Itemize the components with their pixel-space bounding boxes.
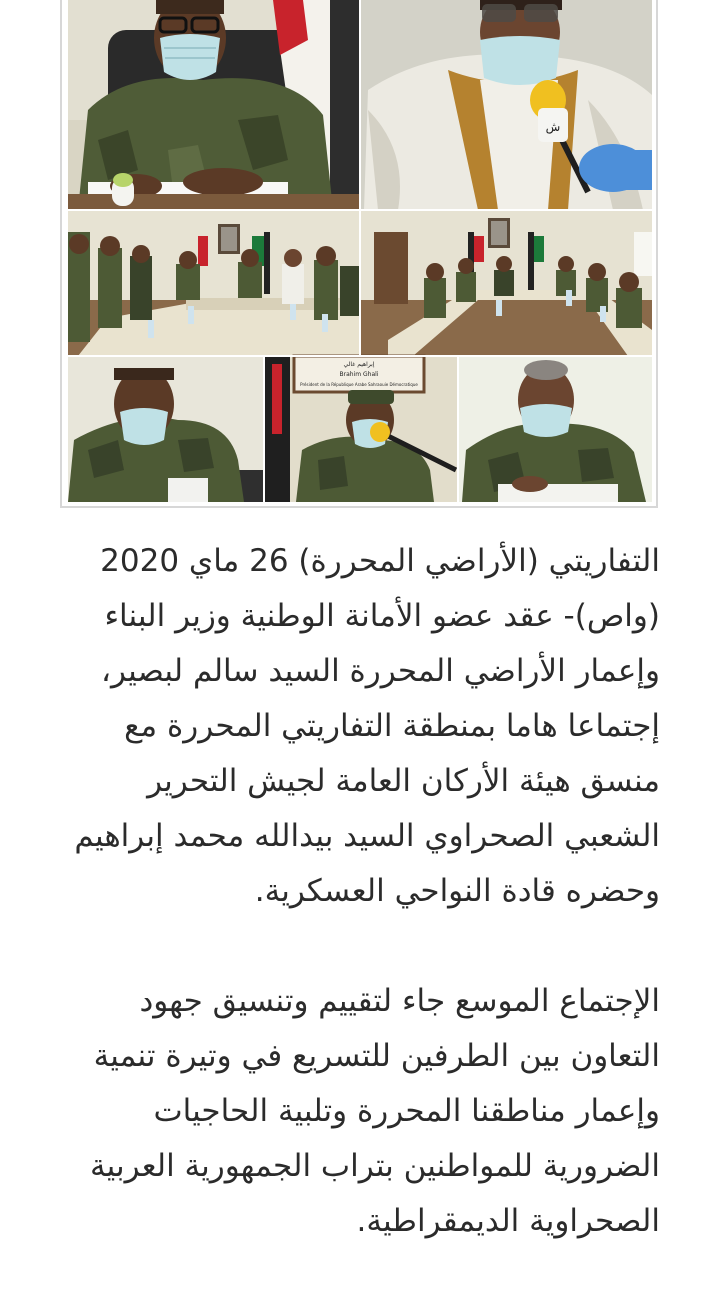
photo-officer-at-desk [68,0,360,210]
mic-logo-text: ش [545,120,561,134]
photo-man-interview [360,0,652,210]
article-paragraph-1: التفاريتي (الأراضي المحررة) 26 ماي 2020 (واص)- عقد عضو الأمانة الوطنية وزير البناء وإعمار الأراضي المحررة السيد سالم لبصير، إجتماعا هاما بمنطقة التفاريتي المحررة مع منسق هيئة الأركان العامة لجيش التحرير الشعبي الصحراوي السيد بيدالله محمد إبراهيم وحضره قادة النواحي العسكرية. [74,543,660,909]
photo-officer-right [458,356,652,502]
portrait-caption-arabic: إبراهيم غالي [343,361,375,368]
photo-meeting-room-left [68,210,360,356]
photo-officer-center [264,356,458,502]
portrait-caption-name: Brahim Ghali [339,371,379,378]
article-photo-frame [60,0,658,508]
photo-officer-left [68,356,264,502]
article-body [62,534,660,1249]
portrait-caption-title: Président de la République Arabe Sahraouie Démocratique [300,382,418,387]
article-paragraph-2: الإجتماع الموسع جاء لتقييم وتنسيق جهود التعاون بين الطرفين للتسريع في وتيرة تنمية وإعمار مناطقنا المحررة وتلبية الحاجيات الضرورية للمواطنين بتراب الجمهورية العربية الصحراوية الديمقراطية. [89,983,660,1239]
meeting-photo-collage[interactable] [68,0,652,502]
photo-meeting-room-right [360,210,652,356]
